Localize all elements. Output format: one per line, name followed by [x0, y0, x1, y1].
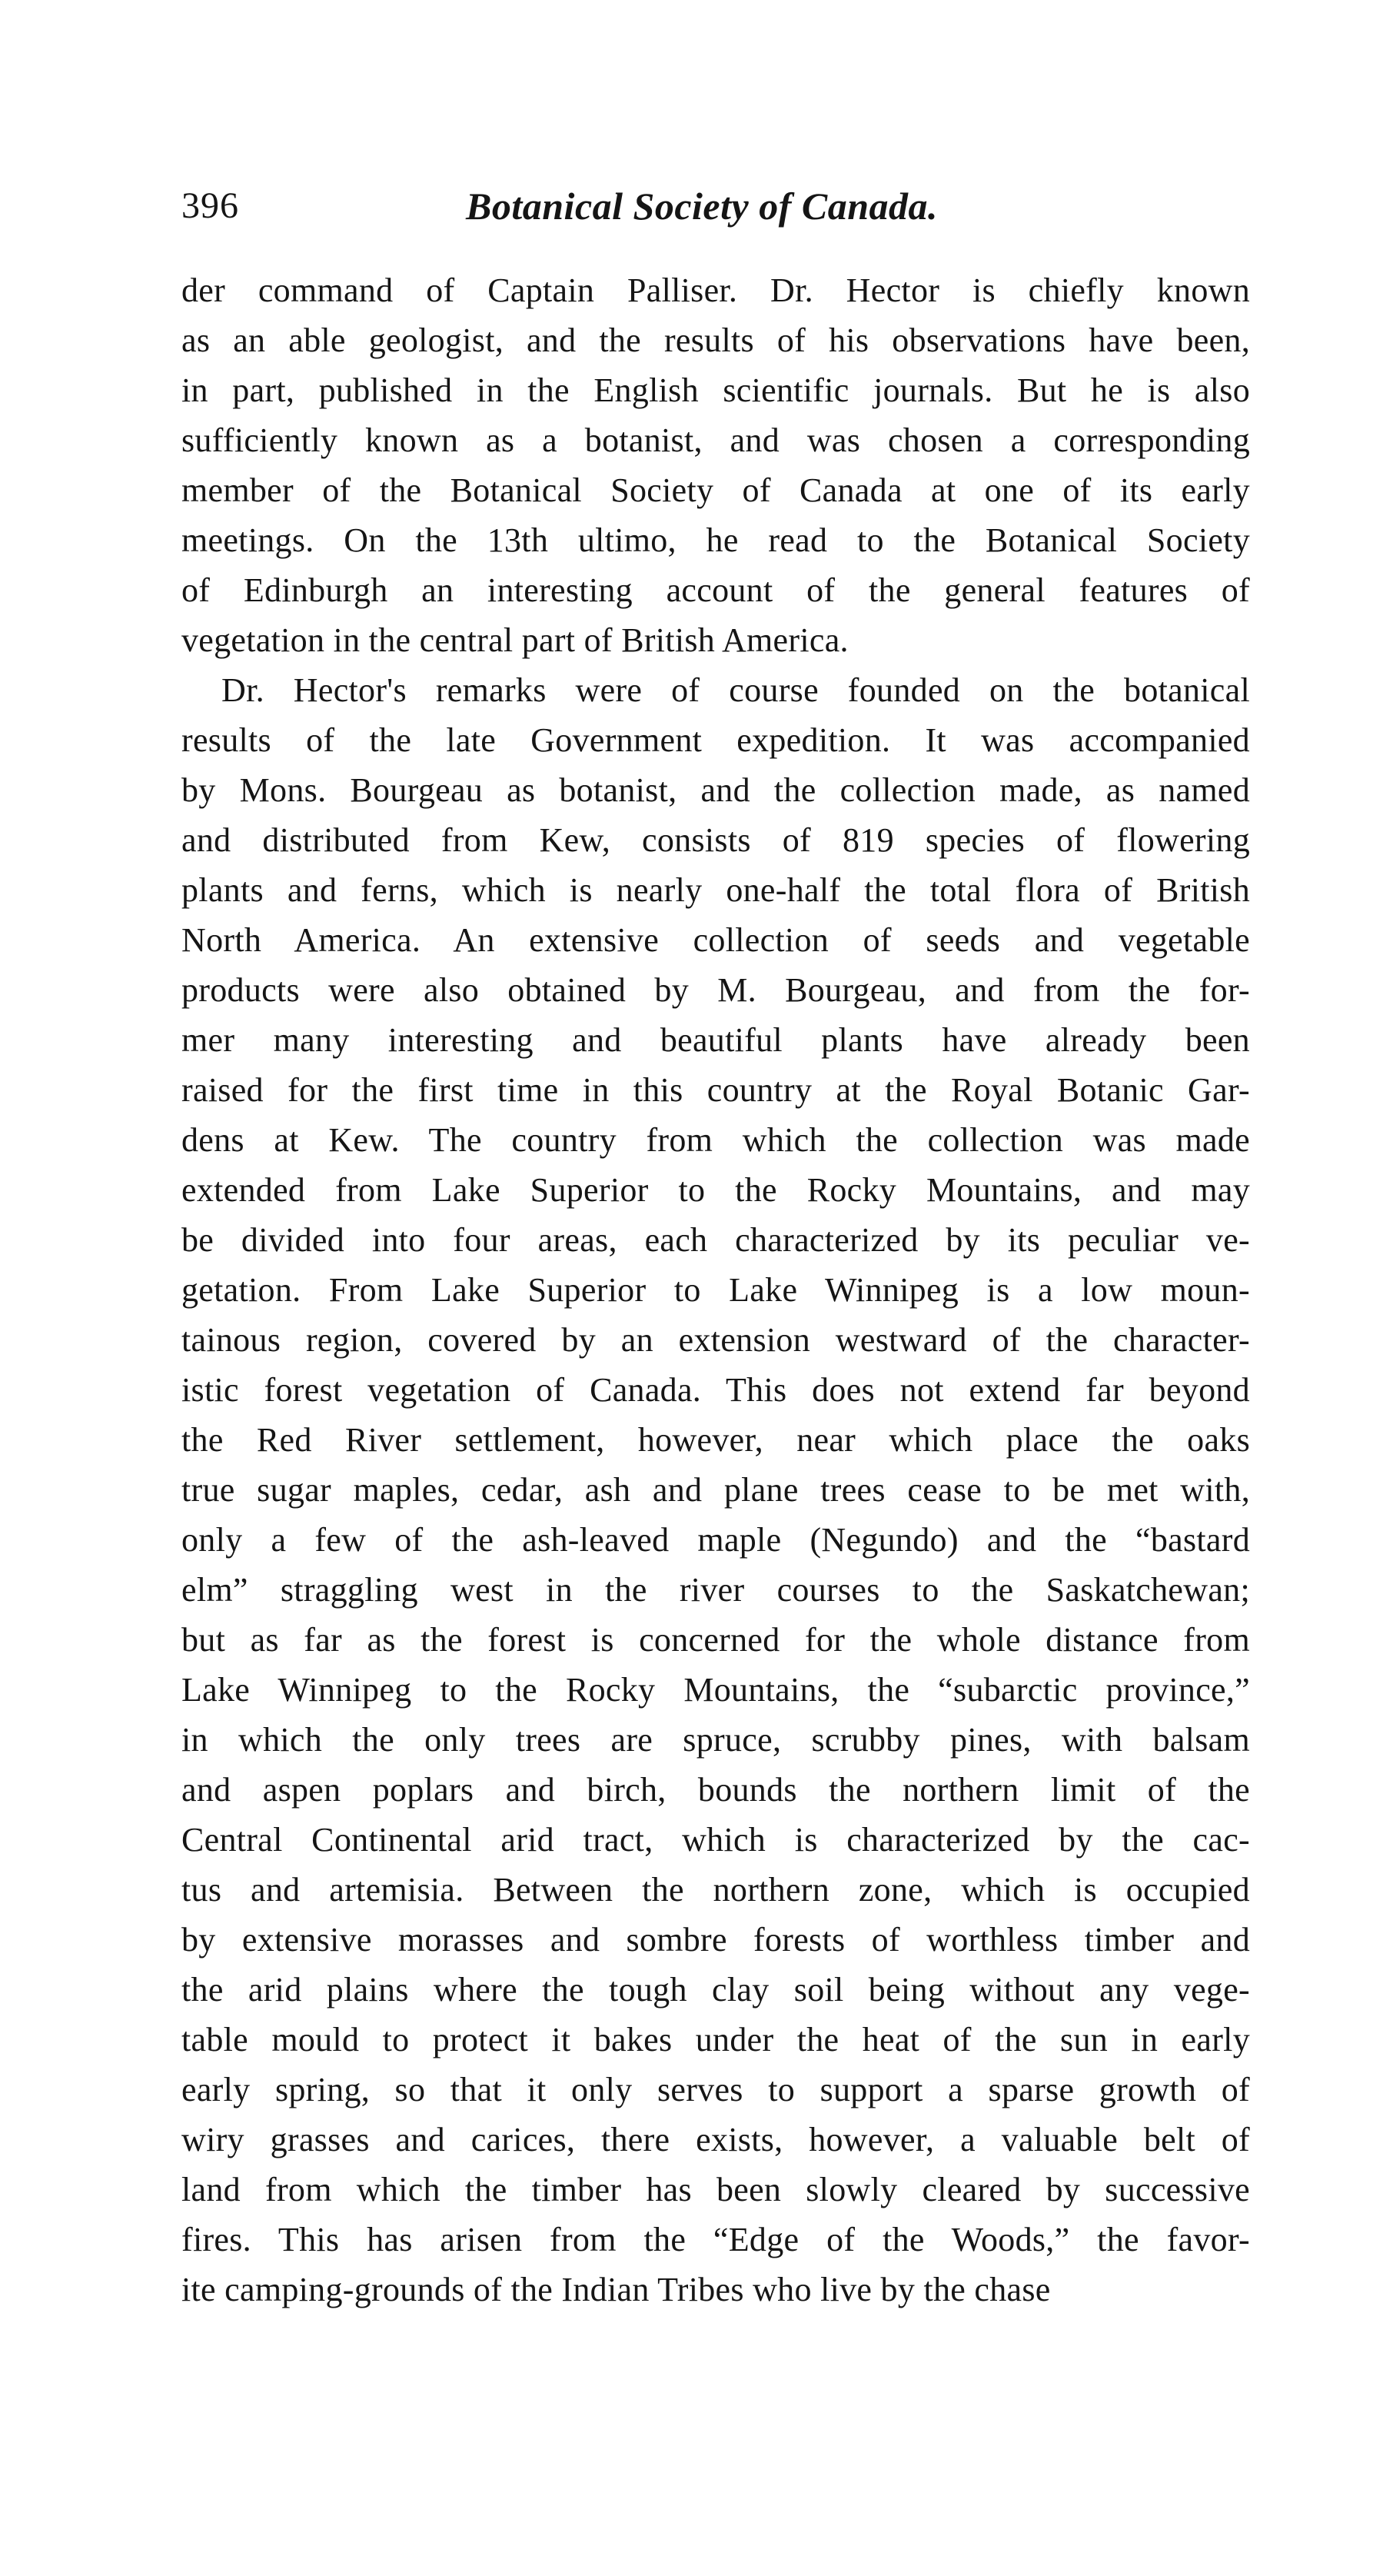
- text-line: be divided into four areas, each characterized by its peculiar ve-: [181, 1221, 1250, 1259]
- text-line: sufficiently known as a botanist, and was chosen a corresponding: [181, 421, 1250, 459]
- paragraph-2: [181, 665, 1250, 2315]
- text-line: of Edinburgh an interesting account of the general features of: [181, 571, 1250, 609]
- text-line: member of the Botanical Society of Canada at one of its early: [181, 471, 1250, 509]
- text-line: by extensive morasses and sombre forests of worthless timber and: [181, 1921, 1250, 1959]
- text-line: tus and artemisia. Between the northern zone, which is occupied: [181, 1871, 1250, 1909]
- body-text: [181, 265, 1250, 2315]
- text-line: products were also obtained by M. Bourgeau, and from the for-: [181, 971, 1250, 1009]
- text-line: Central Continental arid tract, which is characterized by the cac-: [181, 1821, 1250, 1859]
- text-line: plants and ferns, which is nearly one-half the total flora of British: [181, 871, 1250, 909]
- text-line: in part, published in the English scientific journals. But he is also: [181, 371, 1250, 409]
- text-line: Lake Winnipeg to the Rocky Mountains, the “subarctic province,”: [181, 1671, 1250, 1709]
- text-line: vegetation in the central part of British America.: [181, 621, 849, 659]
- text-line: results of the late Government expedition. It was accompanied: [181, 721, 1250, 759]
- text-line: der command of Captain Palliser. Dr. Hector is chiefly known: [181, 271, 1250, 309]
- text-line: elm” straggling west in the river courses to the Saskatchewan;: [181, 1571, 1250, 1609]
- text-line: as an able geologist, and the results of his observations have been,: [181, 321, 1250, 359]
- paragraph-1: [181, 265, 1250, 665]
- text-line: wiry grasses and carices, there exists, however, a valuable belt of: [181, 2121, 1250, 2158]
- text-line: table mould to protect it bakes under the heat of the sun in early: [181, 2021, 1250, 2058]
- text-line: early spring, so that it only serves to support a sparse growth of: [181, 2071, 1250, 2108]
- text-line: getation. From Lake Superior to Lake Winnipeg is a low moun-: [181, 1271, 1250, 1309]
- text-line: the Red River settlement, however, near which place the oaks: [181, 1421, 1250, 1459]
- text-line: and aspen poplars and birch, bounds the northern limit of the: [181, 1771, 1250, 1809]
- text-line: fires. This has arisen from the “Edge of the Woods,” the favor-: [181, 2221, 1250, 2258]
- running-head: [181, 183, 1250, 245]
- text-line: tainous region, covered by an extension westward of the character-: [181, 1321, 1250, 1359]
- text-line: by Mons. Bourgeau as botanist, and the collection made, as named: [181, 771, 1250, 809]
- text-line: true sugar maples, cedar, ash and plane trees cease to be met with,: [181, 1471, 1250, 1509]
- text-line: mer many interesting and beautiful plants have already been: [181, 1021, 1250, 1059]
- text-line: extended from Lake Superior to the Rocky Mountains, and may: [181, 1171, 1250, 1209]
- page-number: 396: [181, 185, 239, 226]
- text-line: only a few of the ash-leaved maple (Negundo) and the “bastard: [181, 1521, 1250, 1559]
- text-line: istic forest vegetation of Canada. This does not extend far beyond: [181, 1371, 1250, 1409]
- text-line: land from which the timber has been slowly cleared by successive: [181, 2171, 1250, 2208]
- text-line: meetings. On the 13th ultimo, he read to the Botanical Society: [181, 521, 1250, 559]
- text-line: in which the only trees are spruce, scrubby pines, with balsam: [181, 1721, 1250, 1759]
- text-line: but as far as the forest is concerned for the whole distance from: [181, 1621, 1250, 1659]
- text-line: dens at Kew. The country from which the collection was made: [181, 1121, 1250, 1159]
- text-line: North America. An extensive collection of seeds and vegetable: [181, 921, 1250, 959]
- text-line: and distributed from Kew, consists of 819 species of flowering: [181, 821, 1250, 859]
- text-line: the arid plains where the tough clay soil being without any vege-: [181, 1971, 1250, 2009]
- text-line: ite camping-grounds of the Indian Tribes who live by the chase: [181, 2271, 1051, 2308]
- running-title: Botanical Society of Canada.: [466, 185, 938, 228]
- text-line: Dr. Hector's remarks were of course founded on the botanical: [221, 671, 1250, 709]
- text-line: raised for the first time in this country at the Royal Botanic Gar-: [181, 1071, 1250, 1109]
